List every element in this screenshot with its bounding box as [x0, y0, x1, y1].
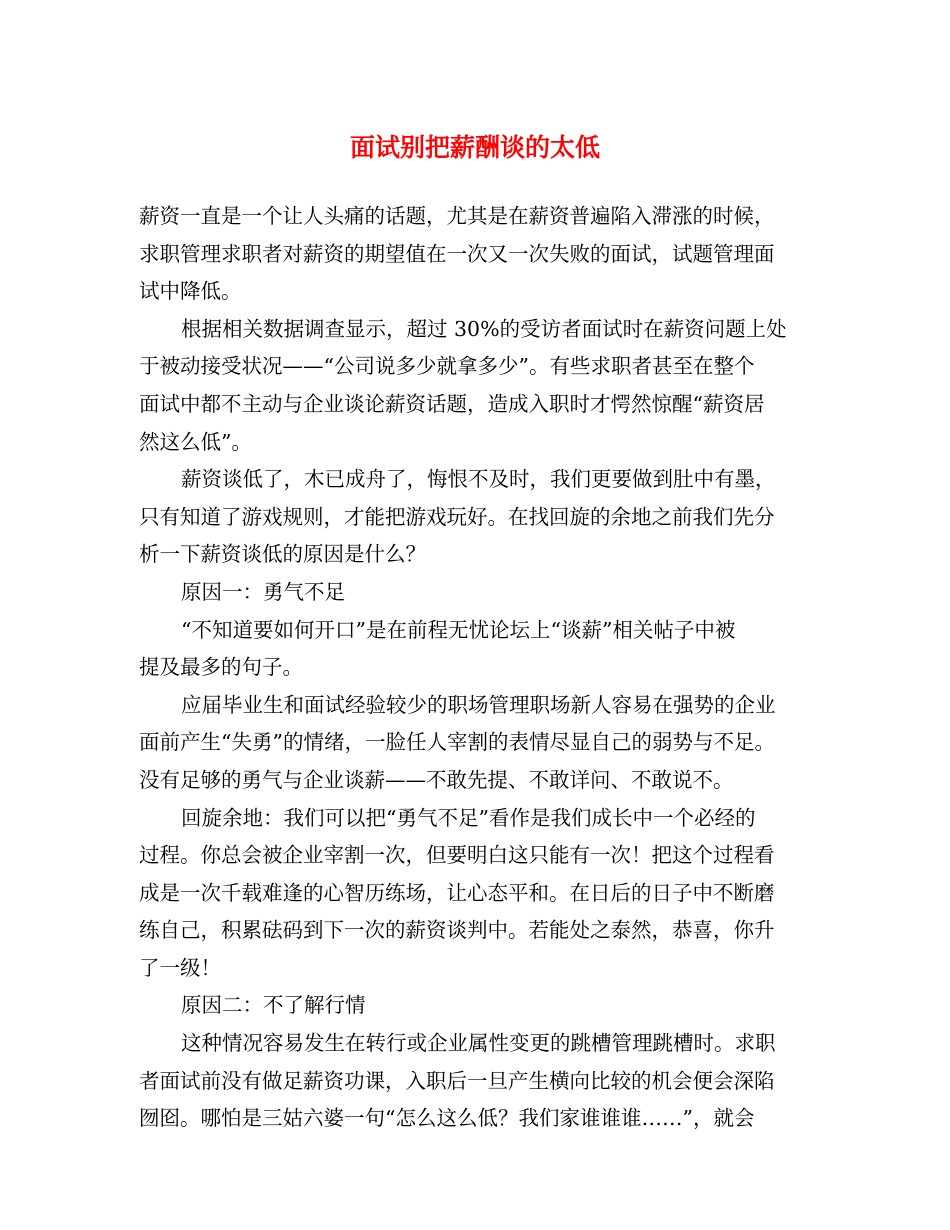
text-line: 练自己，积累砝码到下一次的薪资谈判中。若能处之泰然，恭喜，你升 [139, 918, 775, 943]
text-line: 面前产生“失勇”的情绪，一脸任人宰割的表情尽显自己的弱势与不足。 [139, 730, 775, 755]
text-line: 成是一次千载难逢的心智历练场，让心态平和。在日后的日子中不断磨 [139, 880, 775, 905]
text-line: 应届毕业生和面试经验较少的职场管理职场新人容易在强势的企业 [181, 692, 776, 717]
text-line: 过程。你总会被企业宰割一次，但要明白这只能有一次！把这个过程看 [139, 843, 775, 868]
text-line: 然这么低”。 [139, 429, 252, 454]
text-line: 这种情况容易发生在转行或企业属性变更的跳槽管理跳槽时。求职 [181, 1031, 776, 1056]
text-line: 者面试前没有做足薪资功课，入职后一旦产生横向比较的机会便会深陷 [139, 1068, 775, 1093]
text-line: “不知道要如何开口”是在前程无忧论坛上“谈薪”相关帖子中被 [181, 617, 736, 642]
text-line: 原因一：勇气不足 [181, 579, 345, 604]
text-line: 没有足够的勇气与企业谈薪——不敢先提、不敢详问、不敢说不。 [139, 767, 734, 792]
text-line: 求职管理求职者对薪资的期望值在一次又一次失败的面试，试题管理面 [139, 241, 775, 266]
text-line: 析一下薪资谈低的原因是什么？ [139, 542, 426, 567]
text-line: 试中降低。 [139, 279, 242, 304]
text-line: 于被动接受状况——“公司说多少就拿多少”。有些求职者甚至在整个 [139, 354, 755, 379]
document-body [139, 198, 821, 1138]
text-line: 面试中都不主动与企业谈论薪资话题，造成入职时才愕然惊醒“薪资居 [139, 391, 765, 416]
text-line: 提及最多的句子。 [139, 655, 303, 680]
text-line: 只有知道了游戏规则，才能把游戏玩好。在找回旋的余地之前我们先分 [139, 504, 775, 529]
text-line: 囫囵。哪怕是三姑六婆一句“怎么这么低？我们家谁谁谁……”，就会 [139, 1106, 755, 1131]
text-line: 回旋余地：我们可以把“勇气不足”看作是我们成长中一个必经的 [181, 805, 756, 830]
text-line: 薪资谈低了，木已成舟了，悔恨不及时，我们更要做到肚中有墨， [181, 467, 776, 492]
text-line: 薪资一直是一个让人头痛的话题，尤其是在薪资普遍陷入滞涨的时候， [139, 204, 775, 228]
text-line: 原因二：不了解行情 [181, 993, 366, 1018]
text-line: 了一级！ [139, 955, 221, 980]
text-line: 根据相关数据调查显示，超过 30%的受访者面试时在薪资问题上处 [181, 316, 787, 341]
document-title: 面试别把薪酬谈的太低 [349, 133, 600, 162]
